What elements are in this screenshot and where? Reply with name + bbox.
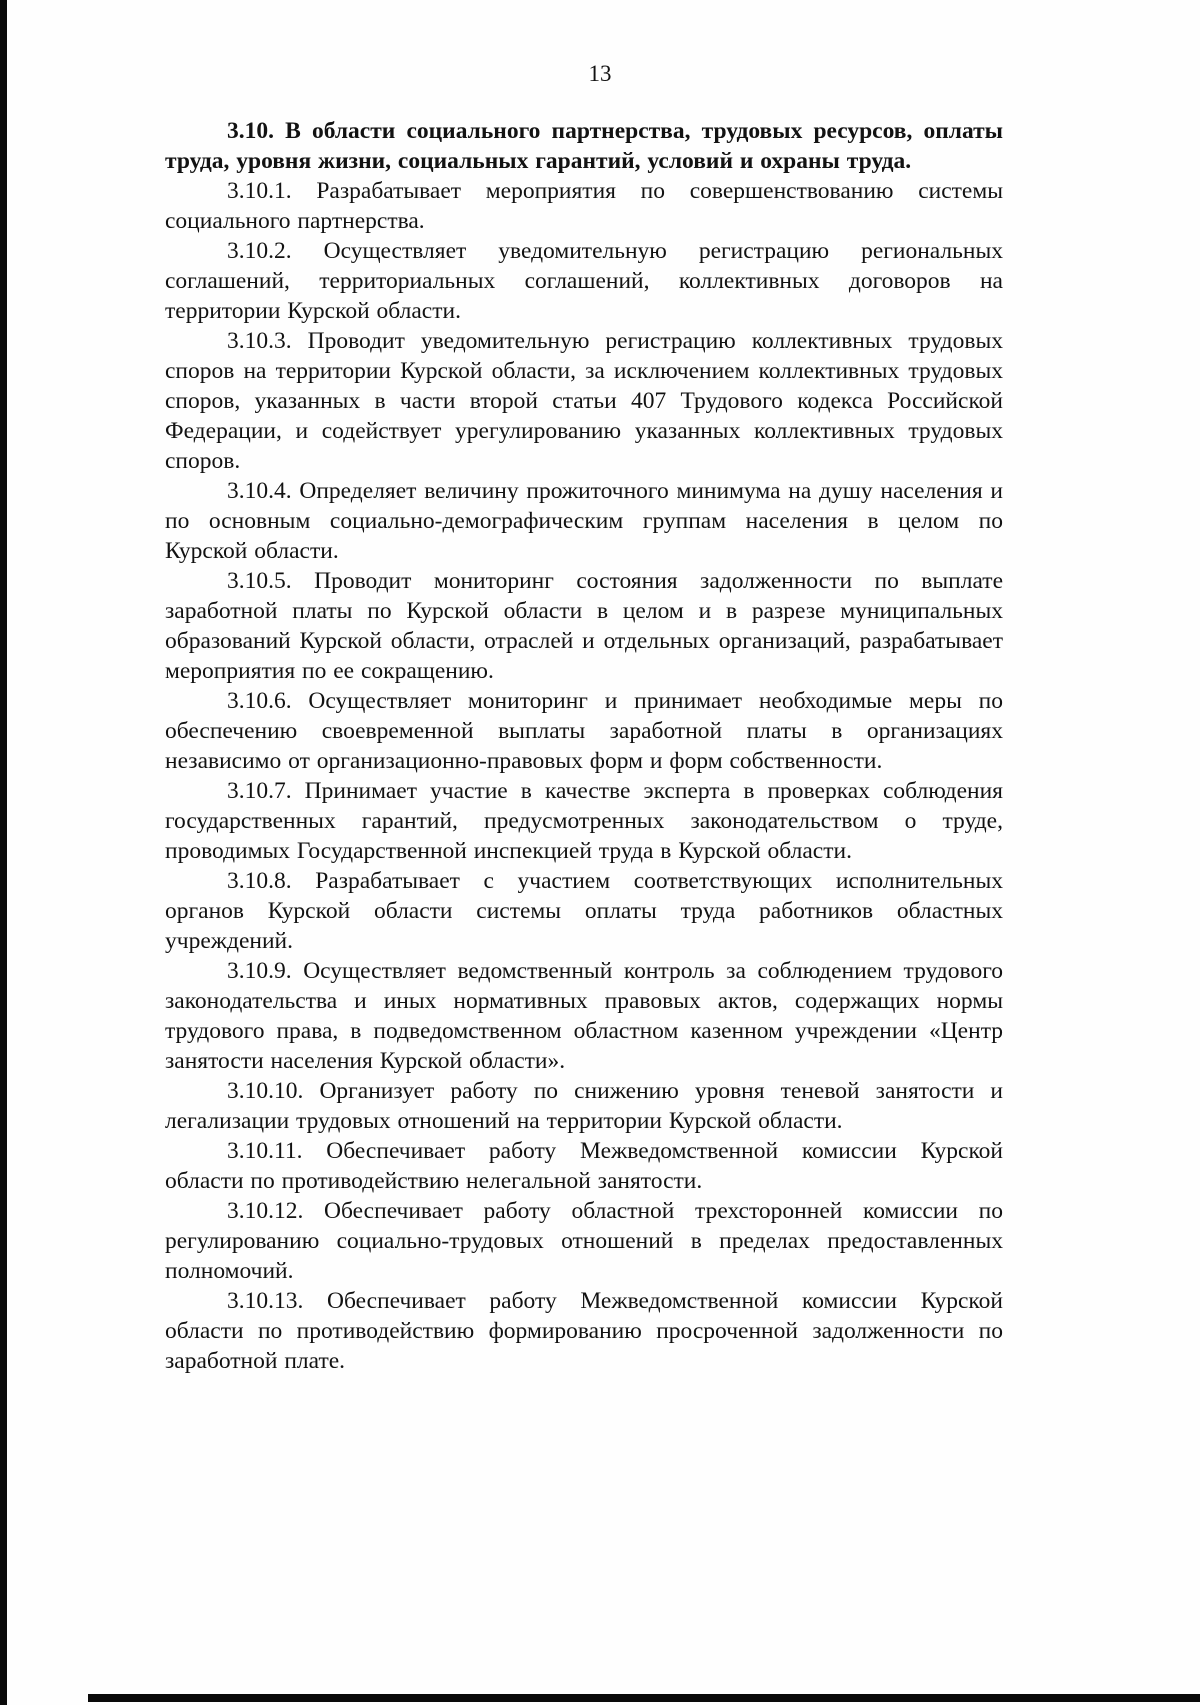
page-number: 13 — [588, 61, 612, 86]
paragraph-3-10-3: 3.10.3. Проводит уведомительную регистрацию коллективных трудовых споров на территории Курской области, за исключением коллективных трудовых споров, указанных в части второй статьи 407 Трудового кодекса Российской Федерации, и содействует урегулированию указанных коллективных трудовых споров. — [165, 328, 1003, 474]
document-body — [165, 116, 1003, 1376]
paragraph-3-10-7: 3.10.7. Принимает участие в качестве эксперта в проверках соблюдения государственных гарантий, предусмотренных законодательством о труде, проводимых Государственной инспекцией труда в Курской области. — [165, 778, 1003, 864]
paragraph-3-10-2: 3.10.2. Осуществляет уведомительную регистрацию региональных соглашений, территориальных соглашений, коллективных договоров на территории Курской области. — [165, 238, 1003, 324]
paragraph-3-10-6: 3.10.6. Осуществляет мониторинг и принимает необходимые меры по обеспечению своевременной выплаты заработной платы в организациях независимо от организационно-правовых форм и форм собственности. — [165, 688, 1003, 774]
scan-artifact-left-edge — [0, 0, 7, 1705]
paragraph-3-10-10: 3.10.10. Организует работу по снижению уровня теневой занятости и легализации трудовых отношений на территории Курской области. — [165, 1078, 1003, 1134]
paragraph-3-10-4: 3.10.4. Определяет величину прожиточного минимума на душу населения и по основным социально-демографическим группам населения в целом по Курской области. — [165, 478, 1003, 564]
scan-artifact-bottom-edge — [88, 1694, 1200, 1702]
paragraph-3-10-5: 3.10.5. Проводит мониторинг состояния задолженности по выплате заработной платы по Курской области в целом и в разрезе муниципальных образований Курской области, отраслей и отдельных организаций, разрабатывает мероприятия по ее сокращению. — [165, 568, 1003, 684]
paragraph-3-10-11: 3.10.11. Обеспечивает работу Межведомственной комиссии Курской области по противодействию нелегальной занятости. — [165, 1138, 1003, 1194]
paragraph-3-10-12: 3.10.12. Обеспечивает работу областной трехсторонней комиссии по регулированию социально-трудовых отношений в пределах предоставленных полномочий. — [165, 1198, 1003, 1284]
paragraph-3-10-1: 3.10.1. Разрабатывает мероприятия по совершенствованию системы социального партнерства. — [165, 178, 1003, 234]
paragraph-3-10-9: 3.10.9. Осуществляет ведомственный контроль за соблюдением трудового законодательства и иных нормативных правовых актов, содержащих нормы трудового права, в подведомственном областном казенном учреждении «Центр занятости населения Курской области». — [165, 958, 1003, 1074]
paragraph-3-10-8: 3.10.8. Разрабатывает с участием соответствующих исполнительных органов Курской области системы оплаты труда работников областных учреждений. — [165, 868, 1003, 954]
paragraph-3-10-13: 3.10.13. Обеспечивает работу Межведомственной комиссии Курской области по противодействию формированию просроченной задолженности по заработной плате. — [165, 1288, 1003, 1374]
section-heading: 3.10. В области социального партнерства, трудовых ресурсов, оплаты труда, уровня жизни, социальных гарантий, условий и охраны труда. — [165, 118, 1003, 174]
